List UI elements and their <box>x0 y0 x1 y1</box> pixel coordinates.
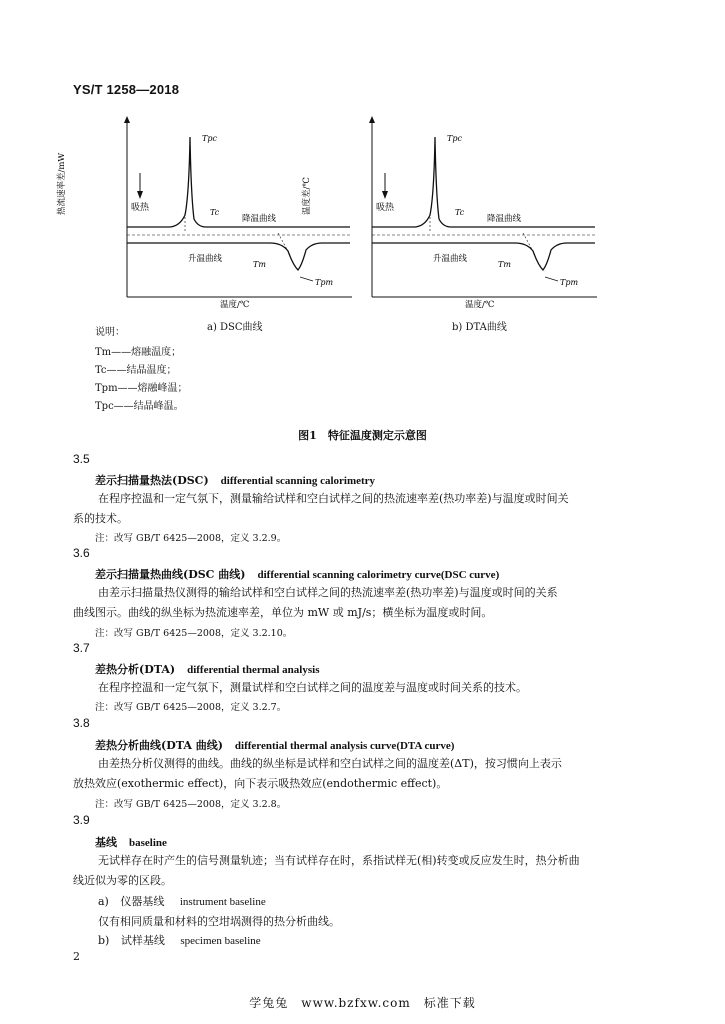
list-item-cn: 试样基线 <box>120 934 165 947</box>
term-heading <box>95 566 499 582</box>
dta-tc-label: Tc <box>455 208 465 217</box>
legend-item: Tm——熔融温度； <box>95 347 182 358</box>
dsc-tm-guide <box>278 233 290 255</box>
definition-line: 无试样存在时产生的信号测量轨迹；当有试样存在时，系指试样无(相)转变或反应发生时，热分析曲 <box>98 854 580 867</box>
dta-cooling-label: 降温曲线 <box>487 214 522 224</box>
term-cn: 差热分析(DTA) <box>95 663 176 676</box>
dsc-endo-label: 吸热 <box>131 203 150 213</box>
dsc-x-label: 温度/℃ <box>220 300 250 310</box>
definition-line: 曲线图示。曲线的纵坐标为热流速率差，单位为 mW 或 mJ/s；横坐标为温度或时间。 <box>73 606 493 619</box>
term-heading <box>95 834 167 850</box>
definition-line: 由差热分析仪测得的曲线。曲线的纵坐标是试样和空白试样之间的温度差(ΔT)，按习惯向上表示 <box>98 757 562 770</box>
dta-endo-label: 吸热 <box>376 203 395 213</box>
dta-cooling-curve <box>372 137 595 227</box>
definition-line: 在程序控温和一定气氛下，测量试样和空白试样之间的温度差与温度或时间关系的技术。 <box>98 681 527 694</box>
list-item <box>98 892 683 912</box>
section-number: 3.9 <box>73 813 90 827</box>
dta-x-label: 温度/℃ <box>465 300 495 310</box>
dsc-cooling-label: 降温曲线 <box>242 214 277 224</box>
dta-y-axis-arrow <box>369 116 375 123</box>
dsc-tpm-label: Tpm <box>315 278 334 287</box>
term-en: differential thermal analysis <box>187 664 320 676</box>
list-marker: a) <box>98 895 109 908</box>
list-item <box>98 931 683 951</box>
legend-item: Tpc——结晶峰温。 <box>95 401 184 412</box>
legend-title: 说明： <box>95 327 125 338</box>
term-en: differential scanning calorimetry curve(DSC curve) <box>257 569 500 581</box>
note: 注：改写 GB/T 6425—2008，定义 3.2.7。 <box>95 702 287 713</box>
definition-line: 在程序控温和一定气氛下，测量输给试样和空白试样之间的热流速率差(热功率差)与温度或时间关 <box>98 492 569 505</box>
list-item-en: instrument baseline <box>179 896 266 908</box>
note: 注：改写 GB/T 6425—2008，定义 3.2.8。 <box>95 799 287 810</box>
term-en: differential thermal analysis curve(DTA curve) <box>234 740 455 752</box>
section-number: 3.6 <box>73 546 90 560</box>
dsc-heating-label: 升温曲线 <box>188 254 223 264</box>
figure-title: 图1 特征温度测定示意图 <box>298 429 427 442</box>
term-heading <box>95 737 454 753</box>
term-cn: 差示扫描量热法(DSC) <box>95 474 209 487</box>
list-item-en: specimen baseline <box>180 935 261 947</box>
term-heading <box>95 472 375 488</box>
dsc-endo-arrowhead <box>137 191 143 199</box>
term-cn: 差热分析曲线(DTA 曲线) <box>95 739 223 752</box>
definition-line: 由差示扫描量热仪测得的输给试样和空白试样之间的热流速率差(热功率差)与温度或时间的关系 <box>98 586 558 599</box>
dta-tm-label: Tm <box>498 260 511 269</box>
definition-line: 放热效应(exothermic effect)，向下表示吸热效应(endothermic effect)。 <box>73 777 448 790</box>
term-cn: 差示扫描量热曲线(DSC 曲线) <box>95 568 246 581</box>
dsc-cooling-curve <box>127 137 350 227</box>
dta-tpc-label: Tpc <box>447 134 462 143</box>
section-number: 3.7 <box>73 641 90 655</box>
dta-heating-curve <box>372 243 595 270</box>
standard-number: YS/T 1258—2018 <box>73 82 180 97</box>
definition-line: 系的技术。 <box>73 512 128 525</box>
dsc-caption: a) DSC曲线 <box>207 322 263 333</box>
term-heading <box>95 661 319 677</box>
dta-tpm-label: Tpm <box>560 278 579 287</box>
list-marker: b) <box>98 934 110 947</box>
note: 注：改写 GB/T 6425—2008，定义 3.2.10。 <box>95 628 293 639</box>
term-en: baseline <box>129 837 167 849</box>
section-number: 3.8 <box>73 716 90 730</box>
page-number: 2 <box>73 950 80 963</box>
footer-watermark: 学兔兔 www.bzfxw.com 标准下载 <box>249 996 476 1010</box>
dsc-tpc-label: Tpc <box>202 134 217 143</box>
section-number: 3.5 <box>73 452 90 466</box>
dta-heating-label: 升温曲线 <box>433 254 468 264</box>
note: 注：改写 GB/T 6425—2008，定义 3.2.9。 <box>95 533 287 544</box>
definition-line: 线近似为零的区段。 <box>73 874 172 887</box>
dsc-y-axis-arrow <box>124 116 130 123</box>
dsc-chart <box>57 115 360 310</box>
dsc-y-label: 热流速率差/mW <box>57 152 67 215</box>
legend-item: Tc——结晶温度； <box>95 365 177 376</box>
dta-chart <box>302 115 605 310</box>
term-en: differential scanning calorimetry <box>220 475 376 487</box>
dsc-tm-label: Tm <box>253 260 266 269</box>
dta-y-label: 温度差/℃ <box>302 177 312 215</box>
dta-endo-arrowhead <box>382 191 388 199</box>
definition-line: 仅有相同质量和材料的空坩埚测得的热分析曲线。 <box>98 915 340 928</box>
dta-caption: b) DTA曲线 <box>452 322 507 333</box>
list-item-cn: 仪器基线 <box>120 895 165 908</box>
dsc-tc-label: Tc <box>210 208 220 217</box>
dta-tm-guide <box>523 233 535 255</box>
dsc-heating-curve <box>127 243 350 270</box>
legend-item: Tpm——熔融峰温； <box>95 383 188 394</box>
term-cn: 基线 <box>95 836 117 849</box>
